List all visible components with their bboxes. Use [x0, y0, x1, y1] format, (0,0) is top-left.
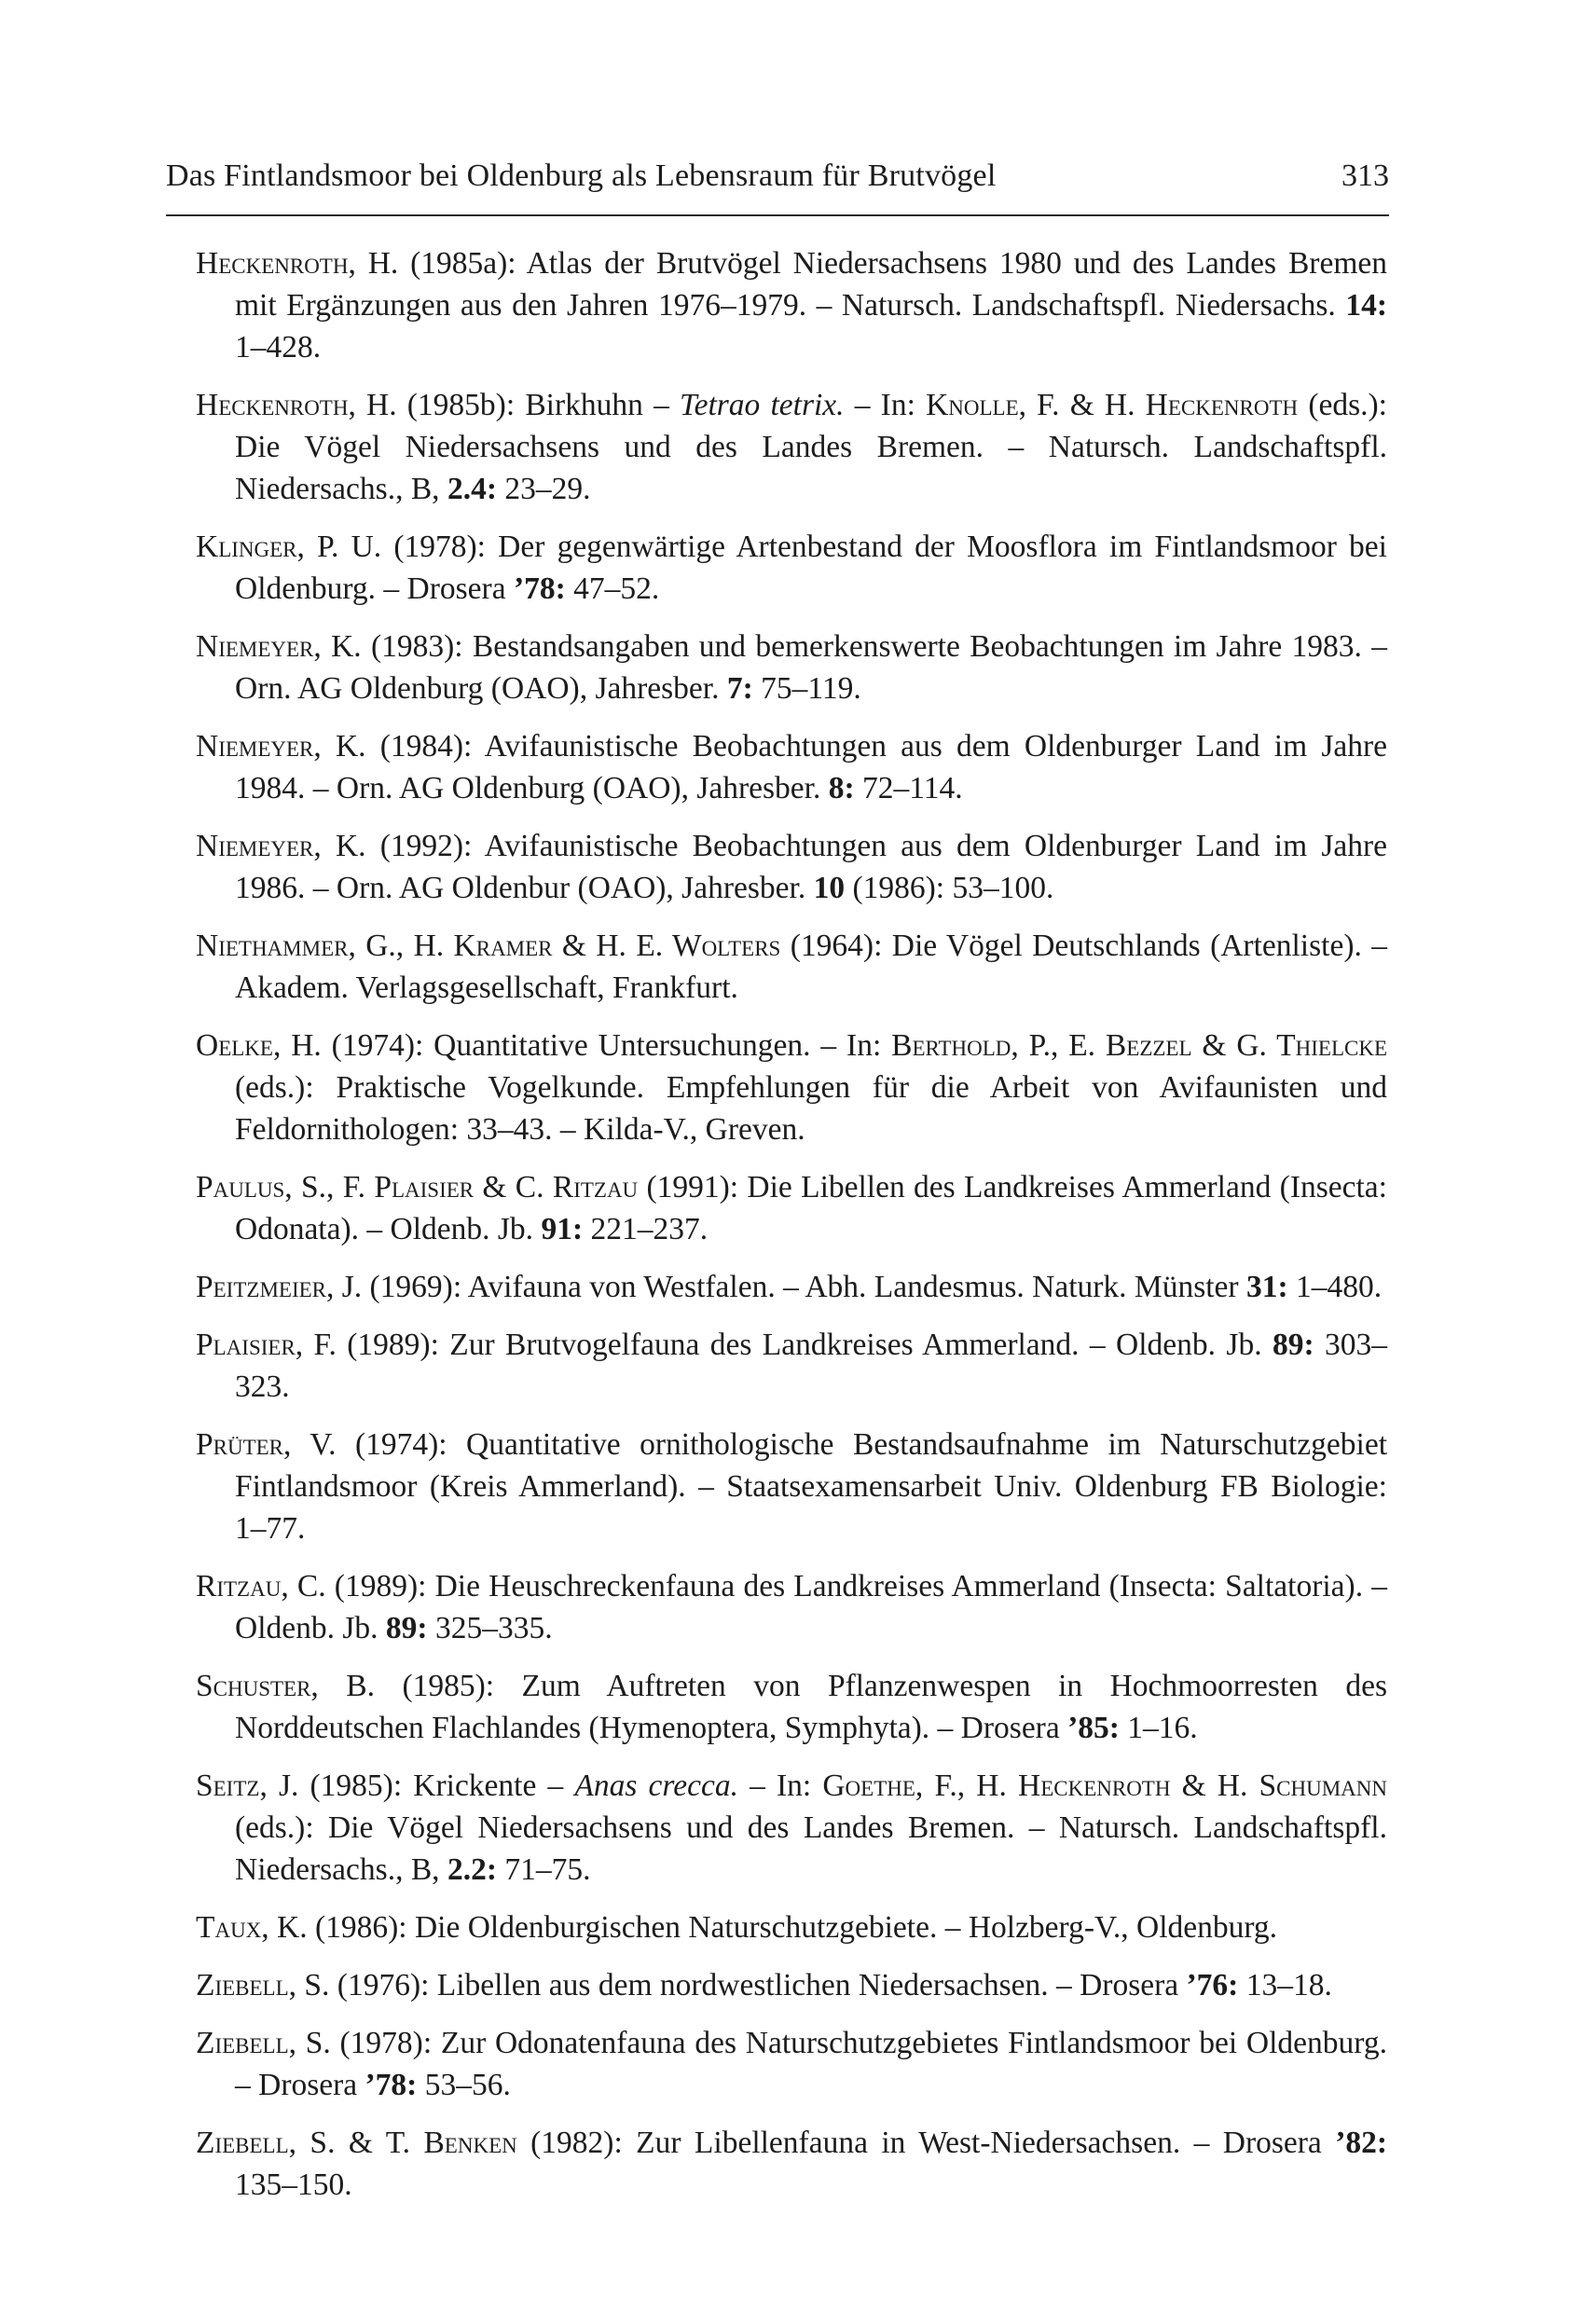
- reference-volume: 14:: [1345, 288, 1387, 323]
- reference-volume: 7:: [726, 671, 753, 706]
- reference-author: Berthold, P., E. Bezzel & G. Thielcke: [891, 1028, 1388, 1063]
- reference-volume: 91:: [541, 1212, 584, 1246]
- reference-author: Ziebell, S.: [196, 1968, 330, 2002]
- reference-text: (eds.): Praktische Vogelkunde. Empfehlungen für die Arbeit von Avifaunisten und Feldornithologen: 33–43. – Kilda-V., Greven.: [235, 1070, 1387, 1147]
- reference-text: 303–323.: [235, 1328, 1388, 1404]
- reference-text: – In:: [844, 388, 927, 422]
- reference-text: 53–56.: [417, 2068, 511, 2102]
- reference-entry: [196, 1665, 1387, 1749]
- reference-entry: [196, 1964, 1387, 2006]
- reference-author: Niethammer, G., H. Kramer & H. E. Wolters: [196, 929, 781, 963]
- reference-volume: ’78:: [365, 2068, 418, 2102]
- reference-author: Knolle, F. & H. Heckenroth: [926, 388, 1299, 422]
- reference-text: (1978): Der gegenwärtige Artenbestand der Moosflora im Fintlandsmoor bei Oldenburg. – Drosera: [235, 530, 1387, 606]
- reference-author: Schuster, B.: [196, 1669, 375, 1703]
- reference-author: Oelke, H.: [196, 1028, 322, 1063]
- reference-author: Niemeyer, K.: [196, 729, 366, 764]
- reference-text: (1983): Bestandsangaben und bemerkenswerte Beobachtungen im Jahre 1983. – Orn. AG Oldenburg (OAO), Jahresber.: [235, 629, 1387, 706]
- reference-author: Heckenroth, H.: [196, 246, 399, 281]
- reference-volume: 89:: [1272, 1328, 1314, 1362]
- reference-author: Plaisier, F.: [196, 1328, 337, 1362]
- reference-entry: [196, 725, 1387, 809]
- reference-text: (1974): Quantitative Untersuchungen. – In:: [321, 1028, 892, 1063]
- reference-text: (1978): Zur Odonatenfauna des Naturschutzgebietes Fintlandsmoor bei Oldenburg. – Drosera: [235, 2026, 1387, 2102]
- reference-volume: ’82:: [1335, 2126, 1387, 2160]
- reference-text: (1982): Zur Libellenfauna in West-Niedersachsen. – Drosera: [516, 2126, 1336, 2160]
- reference-text: 325–335.: [427, 1611, 553, 1645]
- reference-text: – In:: [737, 1768, 823, 1803]
- reference-author: Peitzmeier, J.: [196, 1270, 363, 1304]
- reference-volume: 8:: [828, 771, 855, 805]
- reference-text: (1985a): Atlas der Brutvögel Niedersachsens 1980 und des Landes Bremen mit Ergänzungen aus den Jahren 1976–1979. – Natursch. Landschaftspfl. Niedersachs.: [235, 246, 1387, 323]
- reference-species-name: Anas crecca.: [574, 1768, 738, 1803]
- reference-text: 71–75.: [496, 1852, 591, 1887]
- reference-species-name: Tetrao tetrix.: [680, 388, 845, 422]
- header-rule: [166, 214, 1389, 216]
- reference-volume: 89:: [385, 1611, 428, 1645]
- reference-text: (1985b): Birkhuhn –: [396, 388, 681, 422]
- reference-text: (1986): 53–100.: [845, 871, 1054, 905]
- reference-entry: [196, 1166, 1387, 1250]
- reference-entry: [196, 242, 1387, 368]
- running-header-title: Das Fintlandsmoor bei Oldenburg als Lebensraum für Brutvögel: [166, 158, 997, 193]
- reference-text: 23–29.: [496, 472, 591, 506]
- reference-entry: [196, 1424, 1387, 1549]
- reference-text: 135–150.: [235, 2168, 352, 2202]
- reference-text: (1984): Avifaunistische Beobachtungen aus dem Oldenburger Land im Jahre 1984. – Orn. AG Oldenburg (OAO), Jahresber.: [235, 729, 1387, 805]
- page-number: 313: [1341, 158, 1389, 193]
- reference-text: (1969): Avifauna von Westfalen. – Abh. Landesmus. Naturk. Münster: [362, 1270, 1246, 1304]
- reference-text: 75–119.: [752, 671, 861, 706]
- reference-text: (eds.): Die Vögel Niedersachsens und des Landes Bremen. – Natursch. Landschaftspfl. Niedersachs., B,: [235, 1810, 1387, 1887]
- reference-entry: [196, 1266, 1387, 1308]
- reference-volume: 10: [813, 871, 846, 905]
- reference-volume: ’76:: [1186, 1968, 1239, 2002]
- reference-volume: 2.4:: [447, 472, 497, 506]
- reference-entry: [196, 1025, 1387, 1150]
- reference-volume: ’85:: [1067, 1711, 1120, 1745]
- reference-volume: 31:: [1245, 1270, 1288, 1304]
- reference-volume: ’78:: [513, 571, 566, 606]
- reference-author: Prüter, V.: [196, 1427, 337, 1462]
- reference-author: Goethe, F., H. Heckenroth & H. Schumann: [822, 1768, 1387, 1803]
- reference-author: Ziebell, S.: [196, 2026, 331, 2060]
- reference-entry: [196, 1765, 1387, 1891]
- reference-text: (1989): Zur Brutvogelfauna des Landkreises Ammerland. – Oldenb. Jb.: [336, 1328, 1273, 1362]
- reference-author: Seitz, J.: [196, 1768, 299, 1803]
- reference-text: 72–114.: [854, 771, 963, 805]
- reference-text: (1986): Die Oldenburgischen Naturschutzgebiete. – Holzberg-V., Oldenburg.: [307, 1910, 1278, 1945]
- reference-text: (1989): Die Heuschreckenfauna des Landkreises Ammerland (Insecta: Saltatoria). – Oldenb. Jb.: [235, 1569, 1387, 1645]
- reference-author: Ziebell, S. & T. Benken: [196, 2126, 517, 2160]
- reference-author: Niemeyer, K.: [196, 629, 362, 664]
- reference-volume: 2.2:: [447, 1852, 497, 1887]
- reference-text: 221–237.: [583, 1212, 709, 1246]
- reference-author: Niemeyer, K.: [196, 829, 366, 863]
- reference-list: [196, 242, 1387, 2222]
- reference-author: Paulus, S., F. Plaisier & C. Ritzau: [196, 1170, 639, 1204]
- reference-entry: [196, 925, 1387, 1009]
- reference-entry: [196, 526, 1387, 610]
- reference-text: 1–428.: [235, 330, 322, 365]
- reference-author: Klinger, P. U.: [196, 530, 382, 564]
- reference-text: (1985): Krickente –: [298, 1768, 575, 1803]
- reference-entry: [196, 2022, 1387, 2106]
- reference-entry: [196, 1324, 1387, 1408]
- reference-entry: [196, 384, 1387, 510]
- reference-text: (eds.): Die Vögel Niedersachsens und des Landes Bremen. – Natursch. Landschaftspfl. Niedersachs., B,: [235, 388, 1387, 506]
- reference-entry: [196, 2122, 1387, 2206]
- reference-text: (1964): Die Vögel Deutschlands (Artenliste). – Akadem. Verlagsgesellschaft, Frankfurt.: [235, 929, 1388, 1005]
- reference-author: Ritzau, C.: [196, 1569, 326, 1603]
- reference-entry: [196, 626, 1387, 709]
- reference-entry: [196, 1565, 1387, 1649]
- reference-text: 1–16.: [1119, 1711, 1198, 1745]
- reference-author: Taux, K.: [196, 1910, 308, 1945]
- reference-text: (1974): Quantitative ornithologische Bestandsaufnahme im Naturschutzgebiet Fintlandsmoor (Kreis Ammerland). – Staatsexamensarbeit Univ. Oldenburg FB Biologie: 1–77.: [235, 1427, 1387, 1546]
- reference-text: (1991): Die Libellen des Landkreises Ammerland (Insecta: Odonata). – Oldenb. Jb.: [235, 1170, 1387, 1246]
- reference-author: Heckenroth, H.: [196, 388, 397, 422]
- reference-entry: [196, 1906, 1387, 1948]
- reference-text: (1985): Zum Auftreten von Pflanzenwespen in Hochmoorresten des Norddeutschen Flachlandes (Hymenoptera, Symphyta). – Drosera: [235, 1669, 1387, 1745]
- reference-text: (1992): Avifaunistische Beobachtungen aus dem Oldenburger Land im Jahre 1986. – Orn. AG Oldenbur (OAO), Jahresber.: [235, 829, 1387, 905]
- reference-text: 47–52.: [565, 571, 660, 606]
- reference-text: 1–480.: [1287, 1270, 1383, 1304]
- running-header: [166, 158, 1389, 205]
- reference-text: (1976): Libellen aus dem nordwestlichen Niedersachsen. – Drosera: [329, 1968, 1187, 2002]
- reference-entry: [196, 825, 1387, 909]
- reference-text: 13–18.: [1238, 1968, 1332, 2002]
